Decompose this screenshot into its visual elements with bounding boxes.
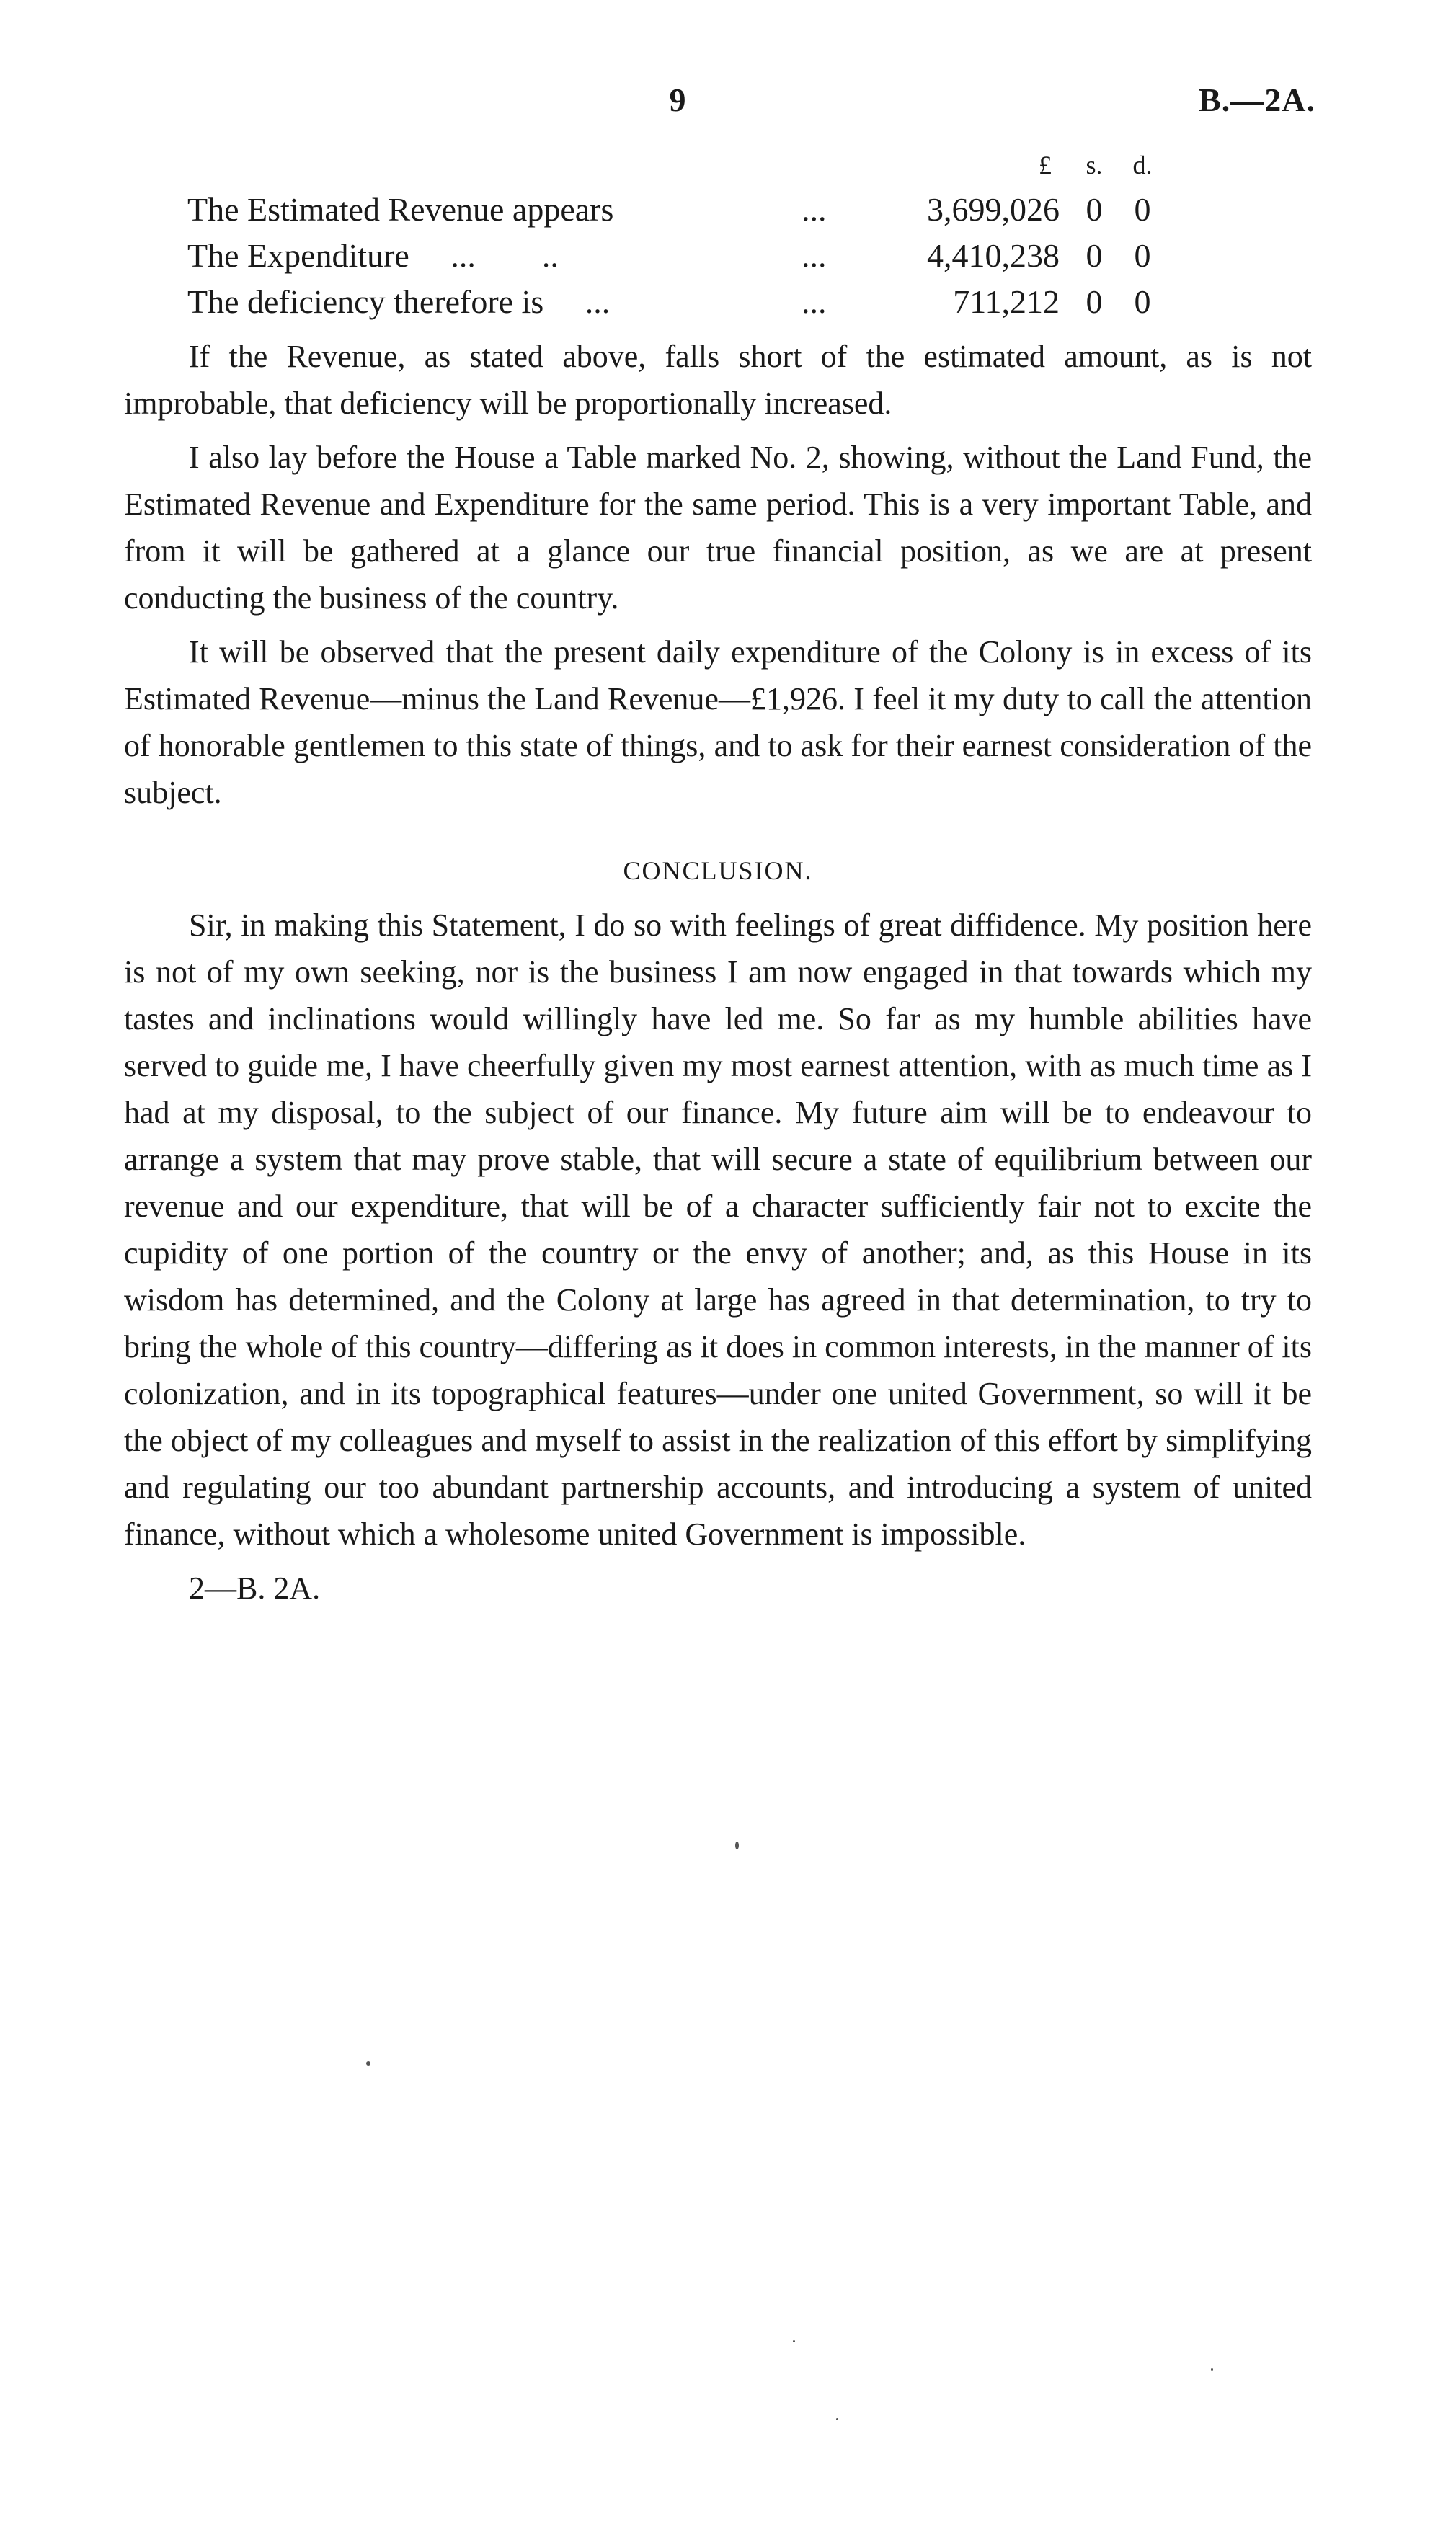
table-row-estimated-revenue [187, 190, 1197, 236]
scan-speck [793, 2340, 795, 2342]
row-label: The deficiency therefore is ... [187, 283, 611, 320]
pounds-value: 711,212 [953, 283, 1060, 320]
conclusion-heading: CONCLUSION. [623, 856, 813, 885]
leader-dots: ... [802, 283, 827, 320]
leader-dots: ... [802, 191, 827, 228]
pounds-value: 4,410,238 [927, 237, 1060, 274]
pence-value: 0 [1134, 283, 1151, 320]
paragraph-table-no-2: I also lay before the House a Table marked No. 2, showing, without the Land Fund, the Estimated Revenue and Expenditure for the same period. This is a very important Table, and from it will be gathered at a glance our true financial position, as we are at present conducting the business of the country. [124, 440, 1312, 616]
table-row-expenditure [187, 236, 1197, 283]
pounds-value: 3,699,026 [927, 191, 1060, 228]
shillings-value: 0 [1086, 237, 1103, 274]
page-number: 9 [669, 81, 686, 118]
pounds-column-header: £ [1039, 151, 1052, 179]
table-header-row [187, 150, 1197, 190]
revenue-expenditure-table [187, 150, 1197, 329]
row-label: The Expenditure ... .. [187, 237, 559, 274]
document-reference: B.—2A. [1199, 81, 1315, 118]
pence-column-header: d. [1132, 151, 1153, 179]
scan-speck [836, 2418, 838, 2420]
scan-speck [366, 2061, 370, 2066]
document-signature-ref: 2—B. 2A. [189, 1571, 321, 1606]
shillings-value: 0 [1086, 283, 1103, 320]
shillings-column-header: s. [1086, 151, 1103, 179]
paragraph-conclusion: Sir, in making this Statement, I do so with feelings of great diffidence. My position here is not of my own seeking, nor is the business I am now engaged in that towards which my tastes and inclinations would willingly have led me. So far as my humble abilities have served to guide me, I have cheerfully given my most earnest attention, with as much time as I had at my disposal, to the subject of our finance. My future aim will be to endeavour to arrange a system that may prove stable, that will secure a state of equilibrium between our revenue and our expenditure, that will be of a character sufficiently fair not to excite the cupidity of one portion of the country or the envy of another; and, as this House in its wisdom has determined, and the Colony at large has agreed in that determination, to try to bring the whole of this country—differing as it does in common interests, in the manner of its colonization, and in its topographical features—under one united Government, so will it be the object of my colleagues and myself to assist in the realization of this effort by simplifying and regulating our too abundant partnership accounts, and introducing a system of united finance, without which a wholesome united Government is impossible. [124, 907, 1312, 1552]
paragraph-daily-expenditure: It will be observed that the present daily expenditure of the Colony is in excess of its Estimated Revenue—minus the Land Revenue—£1,926. I feel it my duty to call the attention of honorable gentlemen to this state of things, and to ask for their earnest consideration of the subject. [124, 634, 1312, 810]
shillings-value: 0 [1086, 191, 1103, 228]
scan-speck [735, 1842, 739, 1849]
paragraph-revenue-shortfall: If the Revenue, as stated above, falls short of the estimated amount, as is not improbable, that deficiency will be proportionally increased. [124, 339, 1312, 421]
row-label: The Estimated Revenue appears [187, 191, 614, 228]
table-row-deficiency [187, 283, 1197, 329]
leader-dots: ... [802, 237, 827, 274]
pence-value: 0 [1134, 237, 1151, 274]
pence-value: 0 [1134, 191, 1151, 228]
body-text [124, 333, 1312, 1612]
scan-speck [1211, 2368, 1213, 2371]
